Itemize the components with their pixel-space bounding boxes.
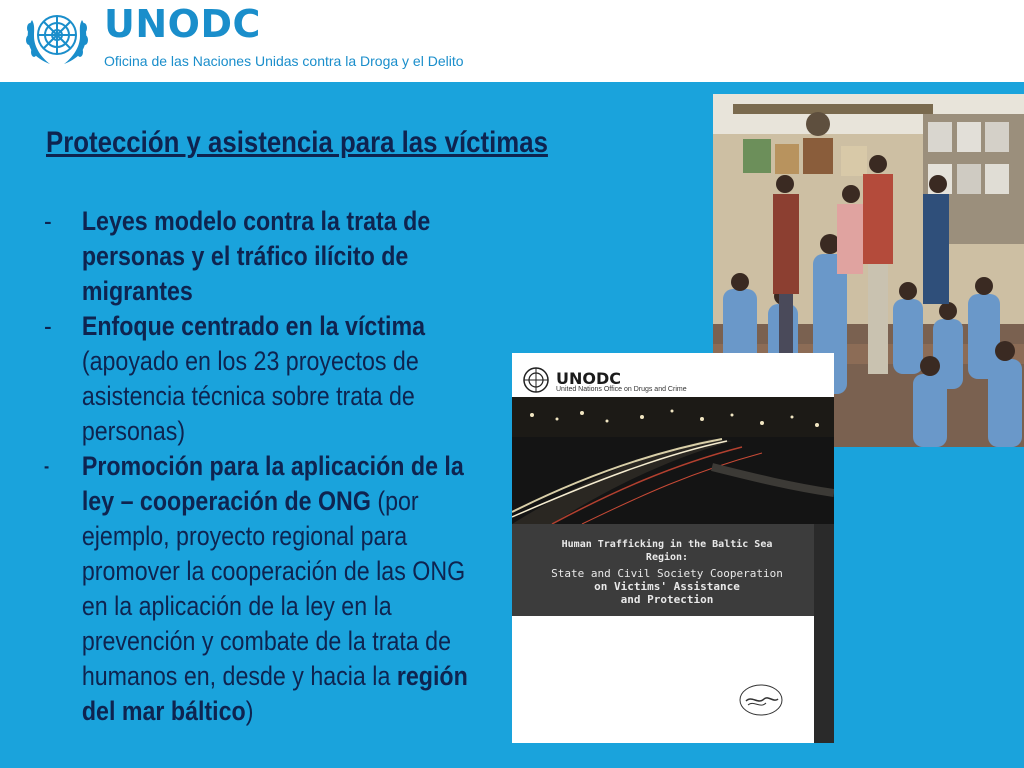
un-emblem-icon xyxy=(522,366,550,394)
bullet-bold-text: Leyes modelo contra la trata de personas y el tráfico ilícito de migrantes xyxy=(81,206,431,306)
council-seal-icon xyxy=(738,683,784,717)
bullet-bold-tail: región del mar báltico xyxy=(81,661,468,726)
cover-title-line: Human Trafficking in the Baltic Sea Region: xyxy=(561,539,773,563)
brand-name: UNODC xyxy=(104,2,261,46)
brand-subtitle: Oficina de las Naciones Unidas contra la Droga y el Delito xyxy=(104,53,464,69)
bullet-list xyxy=(44,204,474,729)
cover-title-line: on Victims' Assistance xyxy=(594,580,740,593)
night-highway-image xyxy=(512,397,834,524)
bullet-item xyxy=(44,449,474,729)
bullet-mark: - xyxy=(44,311,52,341)
report-cover xyxy=(512,353,834,743)
cover-side-strip xyxy=(814,524,834,743)
slide-stage xyxy=(0,82,1024,768)
bullet-item xyxy=(44,309,474,449)
bullet-text: (apoyado en los 23 proyectos de asistencia técnica sobre trata de personas) xyxy=(81,346,419,446)
bullet-item xyxy=(44,204,474,309)
bullet-bold-text: Enfoque centrado en la víctima xyxy=(81,311,426,341)
slide-title: Protección y asistencia para las víctimas xyxy=(46,126,548,159)
cover-lower-panel xyxy=(512,616,834,743)
cover-title-line: and Protection xyxy=(620,593,714,606)
cover-title-line: State and Civil Society Cooperation xyxy=(551,567,783,580)
bullet-close: ) xyxy=(245,696,254,726)
bullet-bold-text: Promoción para la aplicación de la ley – cooperación de ONG xyxy=(81,451,464,516)
bullet-text: (por ejemplo, proyecto regional para promover la cooperación de las ONG en la aplicación de la ley en la prevención y combate de la trata de humanos en, desde y hacia la xyxy=(81,486,466,691)
cover-logo-text: UNODC xyxy=(556,369,622,388)
un-emblem-icon xyxy=(22,6,92,68)
bullet-mark: - xyxy=(44,206,52,236)
cover-title xyxy=(542,538,792,606)
header xyxy=(0,0,1024,82)
bullet-mark: - xyxy=(44,456,50,476)
cover-logo-subtitle: United Nations Office on Drugs and Crime xyxy=(556,386,687,393)
